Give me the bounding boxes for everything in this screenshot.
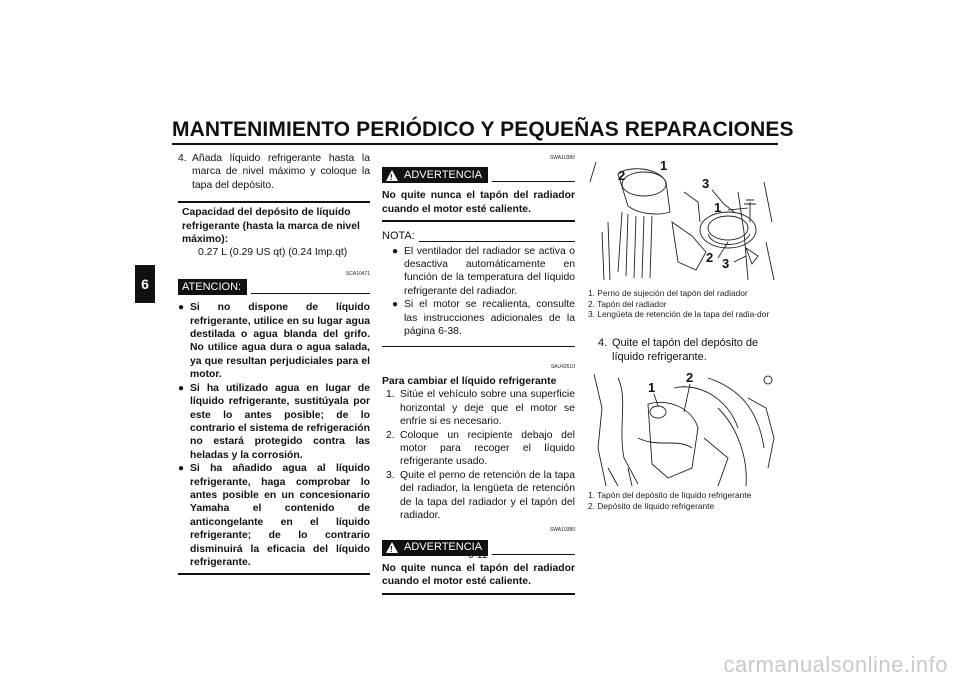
nota-item: ● Si el motor se recalienta, consulte las instrucciones adicionales de la página 6-38. [392, 299, 575, 338]
capacity-value: 0.27 L (0.29 US qt) (0.24 Imp.qt) [198, 247, 348, 259]
caution-heading [178, 279, 370, 295]
warning-badge: ! ADVERTENCIA [382, 540, 488, 556]
caution-item: ● Si ha utilizado agua en lugar de líquido refrigerante, sustitúyala por este lo antes posible; de lo contrario el sistema de refrigeración no estará protegido contra las heladas y la corrosión. [178, 382, 370, 461]
radiator-illustration [588, 152, 780, 284]
figure-1-captions [588, 288, 782, 320]
step: 3. Quite el perno de retención de la tapa del radiador, la lengüeta de retención de la tapa del radiador y el tapón del radiador. [386, 469, 575, 521]
caption: 3. Lengüeta de retención de la tapa del radia-dor [588, 309, 770, 320]
caution-item: ● Si ha añadido agua al líquido refrigerante, haga comprobar lo antes posible en un concesionario Yamaha el contenido de anticongelante en el líquido refrigerante; de lo contrario disminuirá la eficacia del líquido refrigerante. [178, 463, 370, 568]
callout-1: 1 [660, 158, 668, 173]
caption: 1. Tapón del depósito de líquido refrigerante [588, 490, 752, 500]
page-number: 6-11 [468, 550, 488, 561]
caution-code: SCA10471 [345, 270, 370, 277]
watermark: carmanualsonline.info [723, 652, 948, 677]
step-text: Añada líquido refrigerante hasta la marca de nivel máximo y coloque la tapa del depósito. [192, 153, 370, 191]
bullet-icon: ● [392, 245, 399, 257]
title-rule [172, 143, 778, 145]
bullet-icon: ● [392, 299, 399, 311]
capacity-spec [178, 203, 370, 268]
warning-end-rule [382, 220, 575, 222]
reservoir-illustration [588, 368, 780, 488]
chapter-tab: 6 [135, 265, 155, 303]
step-number: 4. [178, 153, 187, 164]
step-4-remove-cap: 4. Quite el tapón del depósito de líquido refrigerante. [598, 337, 759, 363]
bullet-icon: ● [178, 463, 185, 475]
step: 1. Sitúe el vehículo sobre una superficie horizontal y deje que el motor se enfríe si es necesario. [386, 389, 575, 428]
page-title: MANTENIMIENTO PERIÓDICO Y PEQUEÑAS REPARACIONES [172, 118, 794, 141]
step: 2. Coloque un recipiente debajo del motor para recoger el líquido refrigerante usado. [386, 429, 575, 468]
figure-radiator-cap [588, 152, 780, 284]
nota-item: ● El ventilador del radiador se activa o desactiva automáticamente en función de la temperatura del líquido refrigerante del radiador. [392, 245, 575, 297]
figure-2-captions [588, 490, 782, 511]
caution-list [178, 301, 370, 569]
warning-text: No quite nunca el tapón del radiador cuando el motor esté caliente. [382, 562, 575, 588]
caption: 1. Perno de sujeción del tapón del radiador [588, 288, 748, 298]
bullet-icon: ● [178, 382, 185, 394]
warning-triangle-icon: ! [386, 170, 398, 181]
callout-3: 3 [722, 256, 730, 271]
warning-code: SWA10380 [549, 155, 575, 161]
nota-heading [382, 230, 575, 243]
warning-end-rule [382, 593, 575, 595]
warning-badge: ! ADVERTENCIA [382, 167, 488, 183]
bullet-icon: ● [178, 302, 185, 314]
caption: 2. Depósito de líquido refrigerante [588, 500, 715, 511]
callout-2: 2 [618, 168, 626, 183]
callout-1: 1 [648, 380, 656, 395]
nota-label: NOTA: [382, 230, 415, 243]
warning-triangle-icon: ! [386, 542, 398, 553]
section-code: SAU42610 [550, 364, 575, 371]
section-title: Para cambiar el líquido refrigerante [382, 375, 557, 387]
caution-item: ● Si no dispone de líquido refrigerante, utilice en su lugar agua destilada o agua blanda del grifo. No utilice agua dura o agua salada, ya que resultan perjudiciales para el motor. [178, 302, 370, 381]
callout-3: 3 [702, 176, 710, 191]
column-middle [382, 152, 575, 595]
figure-reservoir [588, 368, 780, 488]
callout-2: 2 [706, 250, 714, 265]
column-left [178, 152, 370, 575]
warning-code: SWA10380 [549, 527, 575, 534]
warning-text: No quite nunca el tapón del radiador cuando el motor esté caliente. [382, 190, 575, 215]
caution-end-rule [178, 573, 370, 575]
callout-2: 2 [686, 370, 694, 385]
caution-rule [251, 293, 370, 294]
nota-end-rule [382, 346, 575, 347]
caution-badge: ATENCION: [178, 279, 247, 295]
nota-list [382, 245, 575, 339]
step-4-fill [178, 152, 370, 192]
capacity-label: Capacidad del depósito de líquido refrigerante (hasta la marca de nivel máximo): [182, 207, 360, 246]
callout-1: 1 [714, 200, 722, 215]
warning-heading [382, 167, 575, 183]
steps-list [382, 388, 575, 522]
caption: 2. Tapón del radiador [588, 298, 667, 309]
